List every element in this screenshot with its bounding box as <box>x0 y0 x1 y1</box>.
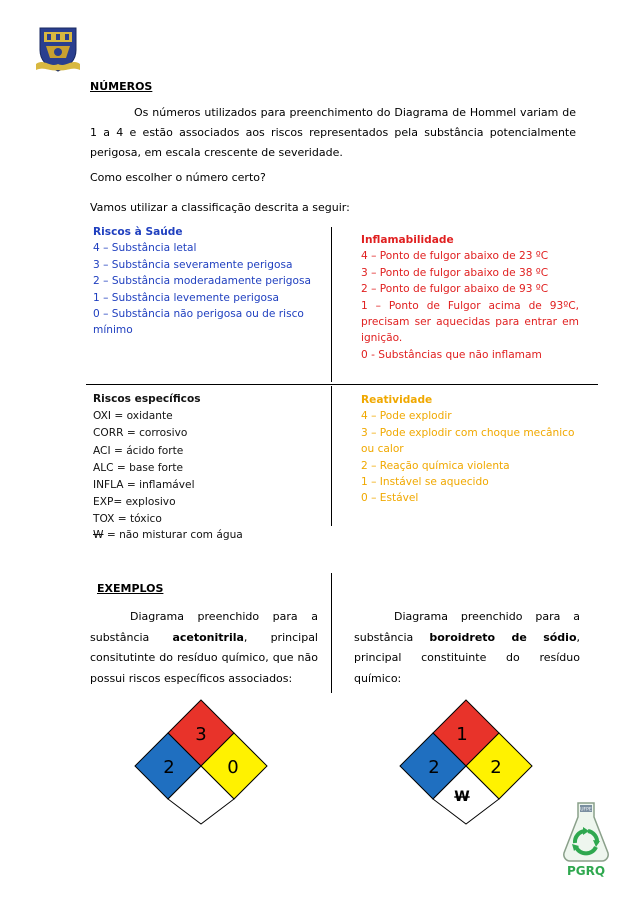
example-left-text-before: Diagrama preenchido para a substância <box>90 610 318 644</box>
example-left-text-after: , principal consitutinte do resíduo químico, que não possui riscos específicos associados: <box>90 630 318 685</box>
health-block <box>93 224 311 339</box>
flammability-item: 4 – Ponto de fulgor abaixo de 23 ºC <box>361 250 549 263</box>
specific-item: ALC = base forte <box>93 461 184 474</box>
water-text: = não misturar com água <box>103 529 243 542</box>
flammability-item: 2 – Ponto de fulgor abaixo de 93 ºC <box>361 283 549 296</box>
diamond-flammability-value: 3 <box>195 724 207 745</box>
reactivity-block <box>361 392 579 507</box>
lead-text: Vamos utilizar a classificação descrita a seguir: <box>90 201 350 214</box>
reactivity-title: Reatividade <box>361 394 433 406</box>
example-left-substance: acetonitrila <box>172 630 244 644</box>
specific-item: EXP= explosivo <box>93 496 176 509</box>
recycle-flask-icon <box>560 799 612 863</box>
diamond-health-value: 2 <box>428 757 440 778</box>
example-right-substance: boroidreto de sódio <box>429 630 577 644</box>
question-text: Como escolher o número certo? <box>90 171 266 184</box>
hommel-diamond-left <box>131 696 271 828</box>
specific-item: TOX = tóxico <box>93 512 162 525</box>
specific-item-water <box>93 527 313 544</box>
specific-item: CORR = corrosivo <box>93 427 188 440</box>
grid-vertical-line-top <box>331 227 332 382</box>
pgrq-label: PGRQ <box>566 864 606 878</box>
hommel-diamond-right <box>396 696 536 828</box>
diamond-special-value: W <box>454 789 470 805</box>
section-heading-examples: EXEMPLOS <box>97 582 164 595</box>
flammability-item: 3 – Ponto de fulgor abaixo de 38 ºC <box>361 266 549 279</box>
ufpe-badge: UFPE <box>580 807 592 813</box>
health-item: 3 – Substância severamente perigosa <box>93 258 293 271</box>
reactivity-item: 2 – Reação química violenta <box>361 459 510 472</box>
health-item: 0 – Substância não perigosa ou de risco mínimo <box>93 308 304 337</box>
pgrq-logo <box>560 799 612 881</box>
diamond-reactivity-value: 2 <box>490 757 502 778</box>
specific-risks-block <box>93 391 313 544</box>
university-crest-logo <box>36 24 80 72</box>
flammability-item: 1 – Ponto de Fulgor acima de 93ºC, precisam ser aquecidas para entrar em ignição. <box>361 299 579 345</box>
diamond-health-value: 2 <box>163 757 175 778</box>
reactivity-item: 0 – Estável <box>361 492 419 505</box>
example-right-text-after: , principal constituinte do resíduo químico: <box>354 630 580 685</box>
example-right-paragraph <box>354 607 580 689</box>
reactivity-item: 1 – Instável se aquecido <box>361 476 489 489</box>
example-right-text-before: Diagrama preenchido para a substância <box>354 610 580 644</box>
reactivity-item: 3 – Pode explodir com choque mecânico ou calor <box>361 426 575 456</box>
example-left-paragraph <box>90 607 318 689</box>
specific-item: ACI = ácido forte <box>93 444 184 457</box>
specific-title: Riscos específicos <box>93 393 201 405</box>
diamond-reactivity-value: 0 <box>227 757 239 778</box>
reactivity-item: 4 – Pode explodir <box>361 410 452 423</box>
health-item <box>93 273 311 289</box>
specific-item: OXI = oxidante <box>93 410 173 423</box>
diamond-flammability-value: 1 <box>456 724 468 745</box>
health-item: 4 – Substância letal <box>93 242 197 255</box>
flammability-block <box>361 232 579 363</box>
grid-vertical-line-bottom <box>331 386 332 526</box>
health-item-text: 2 – Substância moderadamente perigosa <box>93 275 311 288</box>
section-heading-numbers: NÚMEROS <box>90 80 153 93</box>
flammability-title: Inflamabilidade <box>361 234 454 246</box>
flammability-item: 0 - Substâncias que não inflamam <box>361 348 542 361</box>
specific-item: INFLA = inflamável <box>93 479 195 492</box>
grid-horizontal-line <box>86 384 598 385</box>
examples-divider <box>331 573 332 693</box>
health-item: 1 – Substância levemente perigosa <box>93 291 280 304</box>
health-title: Riscos à Saúde <box>93 226 183 238</box>
intro-paragraph: Os números utilizados para preenchimento do Diagrama de Hommel variam de 1 a 4 e estão associados aos riscos representados pela substância potencialmente perigosa, em escala crescente de severidade. <box>90 106 576 159</box>
water-symbol: W <box>93 529 104 542</box>
